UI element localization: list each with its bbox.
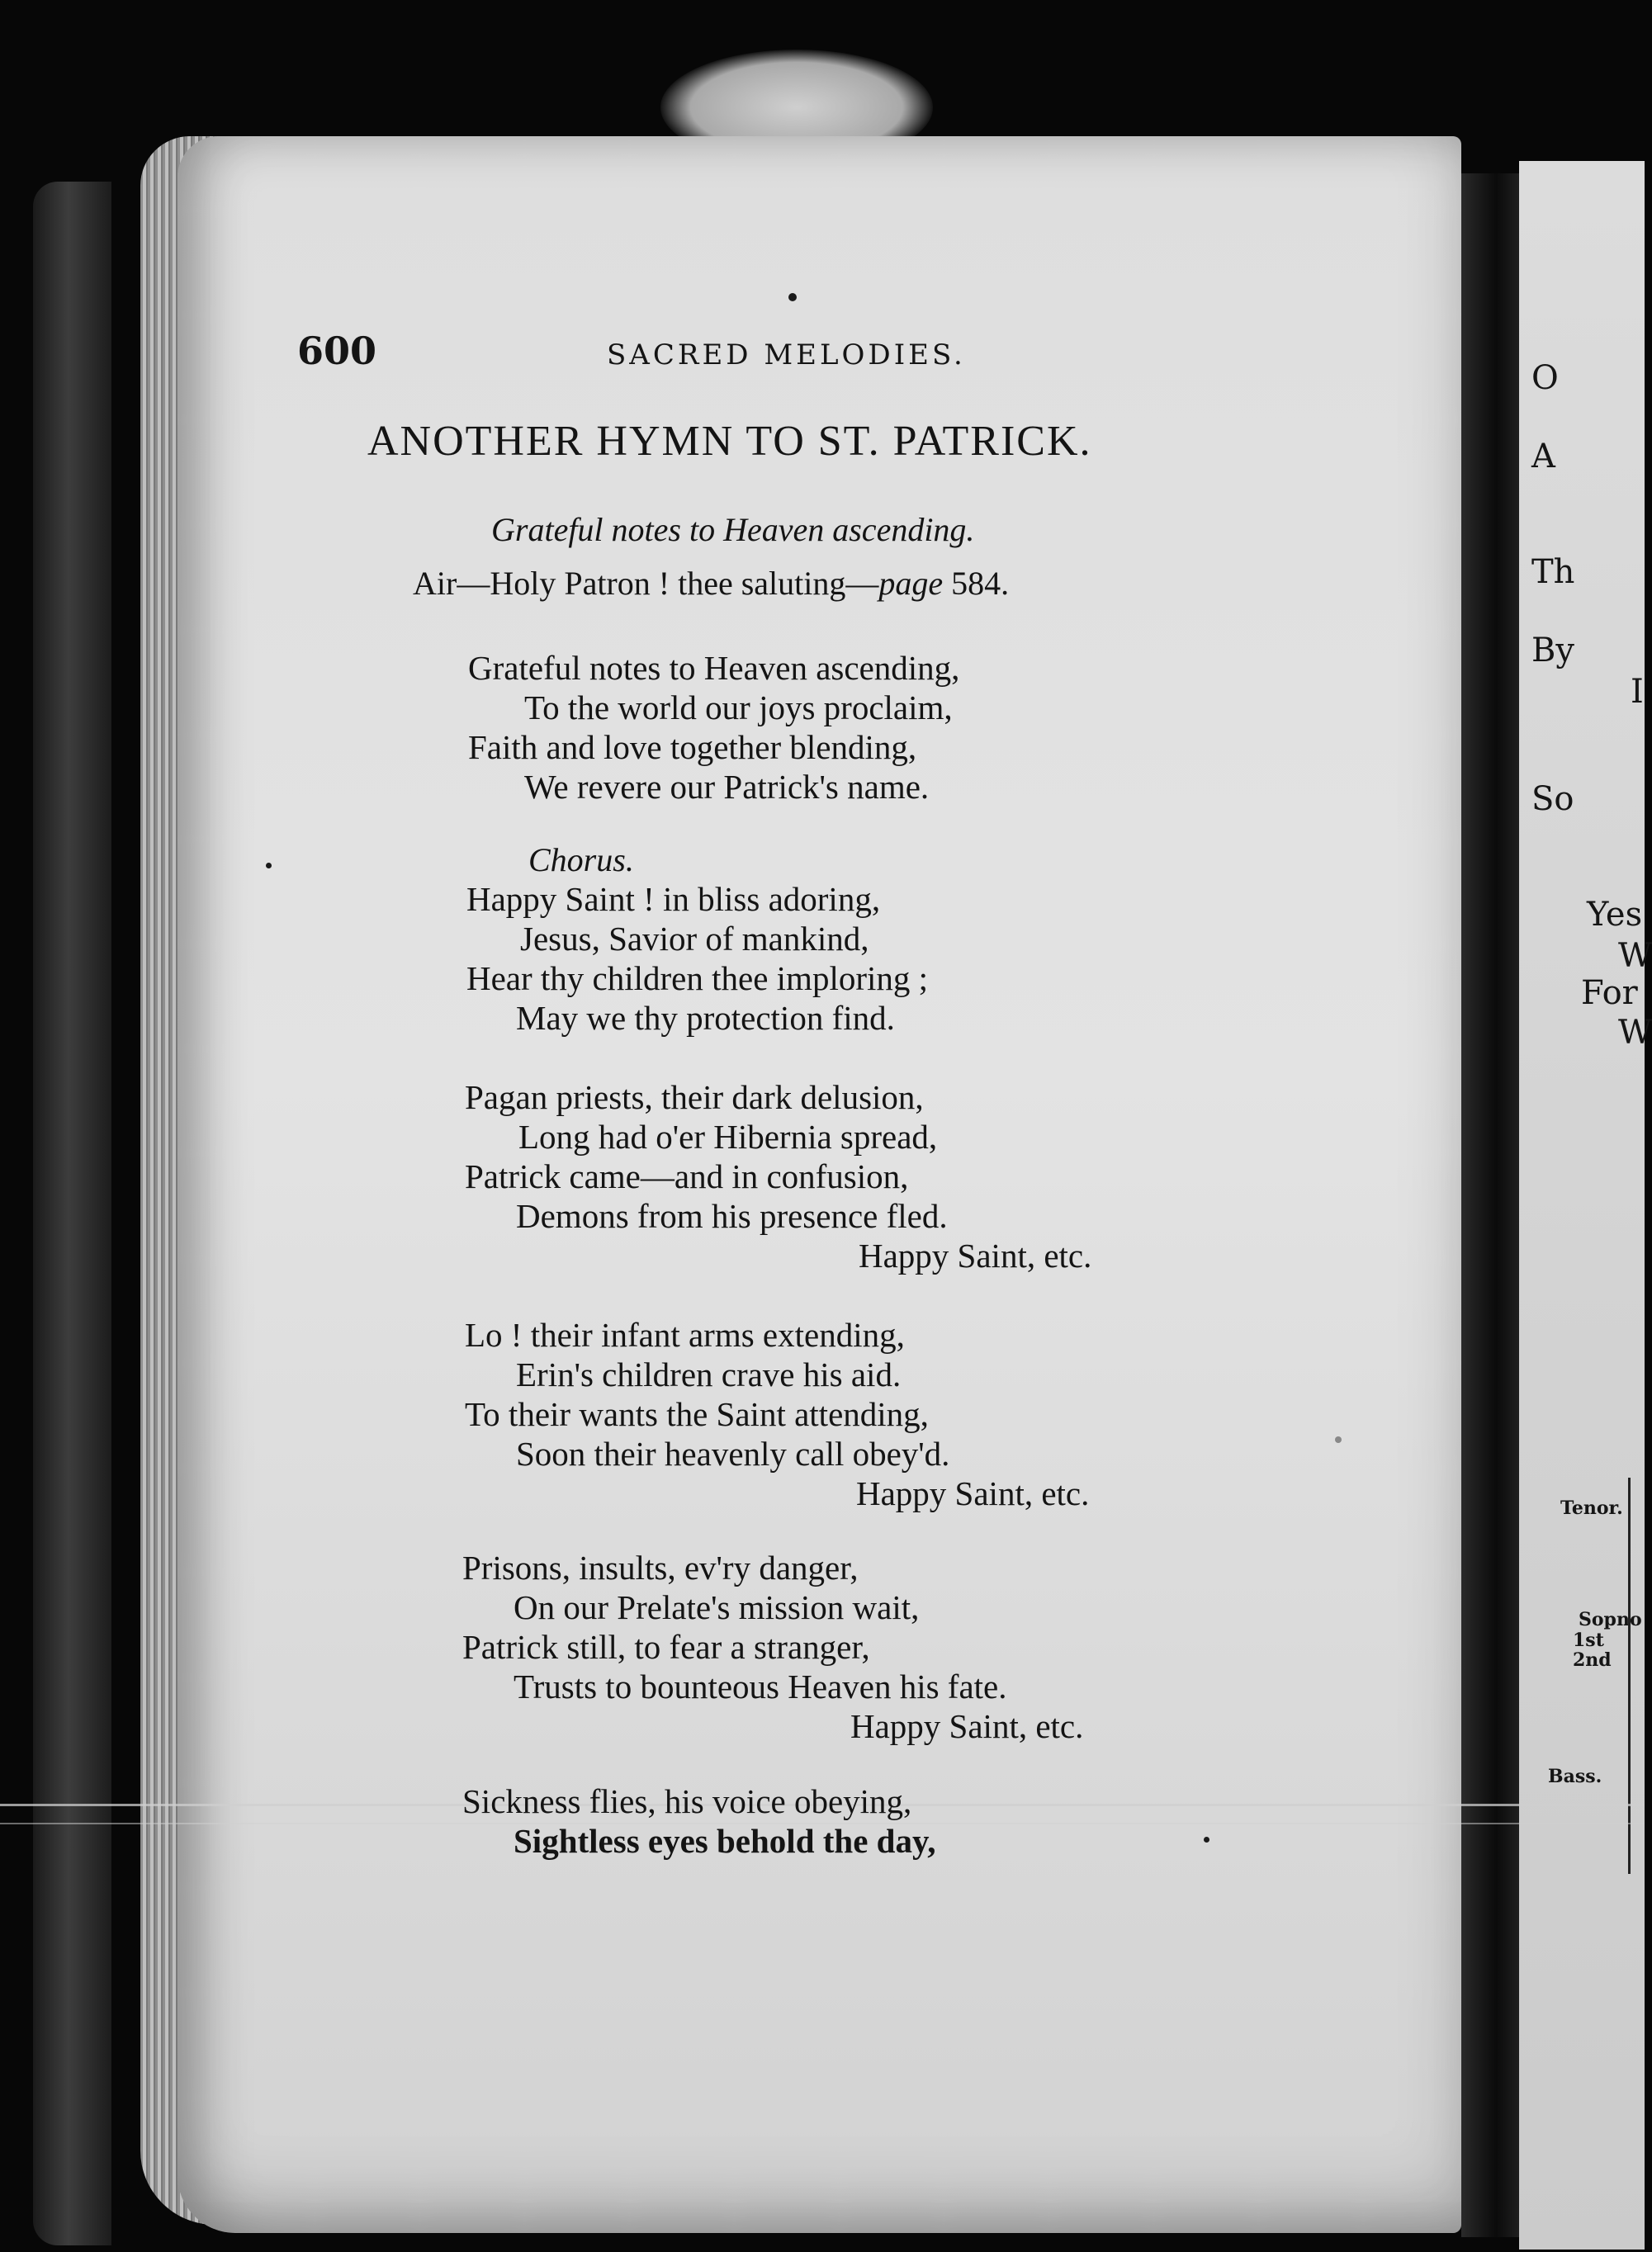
verse-line: Sightless eyes behold the day, [514, 1822, 936, 1860]
ink-speck [266, 863, 272, 868]
part-label-bass: Bass. [1548, 1766, 1602, 1787]
verse-line: Pagan priests, their dark delusion, [465, 1078, 924, 1116]
chorus-line: May we thy protection find. [516, 999, 895, 1037]
verse-line: Trusts to bounteous Heaven his fate. [514, 1668, 1007, 1706]
verse-line: Sickness flies, his voice obeying, [462, 1782, 912, 1820]
refrain-line: Happy Saint, etc. [859, 1237, 1092, 1275]
verse-line: We revere our Patrick's name. [524, 768, 930, 806]
verse-line: Grateful notes to Heaven ascending, [468, 649, 960, 687]
facing-letter: W [1618, 937, 1652, 975]
music-staff [1628, 1742, 1647, 1874]
hymn-title: ANOTHER HYMN TO ST. PATRICK. [367, 418, 1092, 465]
page-number: 600 [297, 329, 377, 373]
chorus-line: Happy Saint ! in bliss adoring, [466, 880, 881, 918]
facing-letter: Yes [1587, 896, 1643, 934]
facing-letter: A [1531, 438, 1555, 475]
verse-line: Lo ! their infant arms extending, [465, 1316, 905, 1354]
air-prefix: Air—Holy Patron ! thee saluting— [413, 565, 879, 602]
verse-line: Prisons, insults, ev'ry danger, [462, 1549, 859, 1587]
ornament-dot [788, 293, 797, 301]
part-label-soprano: Sopno [1579, 1609, 1642, 1630]
verse-line: Erin's children crave his aid. [516, 1355, 902, 1393]
music-staff [1628, 1478, 1647, 1610]
ink-speck [1335, 1436, 1342, 1443]
refrain-line: Happy Saint, etc. [856, 1474, 1090, 1512]
book-gutter [1461, 173, 1519, 2237]
facing-letter: Th [1531, 553, 1575, 591]
chorus-label: Chorus. [528, 841, 634, 878]
chorus-line: Hear thy children thee imploring ; [466, 959, 929, 997]
part-label-voices: 1st 2nd [1573, 1630, 1612, 1671]
verse-line: On our Prelate's mission wait, [514, 1588, 920, 1626]
verse-line: Soon their heavenly call obey'd. [516, 1435, 950, 1473]
air-line [413, 564, 1009, 603]
verse-line: To their wants the Saint attending, [465, 1395, 929, 1433]
verse-line: To the world our joys proclaim, [524, 688, 953, 726]
facing-letter: W [1618, 1014, 1652, 1052]
chorus-line: Jesus, Savior of mankind, [520, 920, 869, 958]
ink-speck [1204, 1837, 1209, 1843]
facing-letter: O [1531, 359, 1559, 397]
verse-line: Long had o'er Hibernia spread, [518, 1118, 938, 1156]
verse-line: Patrick came—and in confusion, [465, 1157, 909, 1195]
refrain-line: Happy Saint, etc. [850, 1707, 1084, 1745]
running-head: SACRED MELODIES. [607, 338, 966, 371]
book-spine [33, 182, 111, 2245]
air-page-number: 584. [943, 565, 1010, 602]
part-label-tenor: Tenor. [1560, 1497, 1623, 1519]
music-staff [1628, 1610, 1647, 1742]
facing-letter: By [1531, 632, 1574, 669]
facing-letter: I [1631, 673, 1644, 711]
facing-letter: So [1531, 780, 1574, 818]
hymn-subtitle: Grateful notes to Heaven ascending. [491, 511, 975, 548]
facing-letter: For [1581, 974, 1638, 1012]
air-page-word: page [878, 565, 944, 602]
verse-line: Patrick still, to fear a stranger, [462, 1628, 870, 1666]
verse-line: Faith and love together blending, [468, 728, 917, 766]
verse-line: Demons from his presence fled. [516, 1197, 948, 1235]
